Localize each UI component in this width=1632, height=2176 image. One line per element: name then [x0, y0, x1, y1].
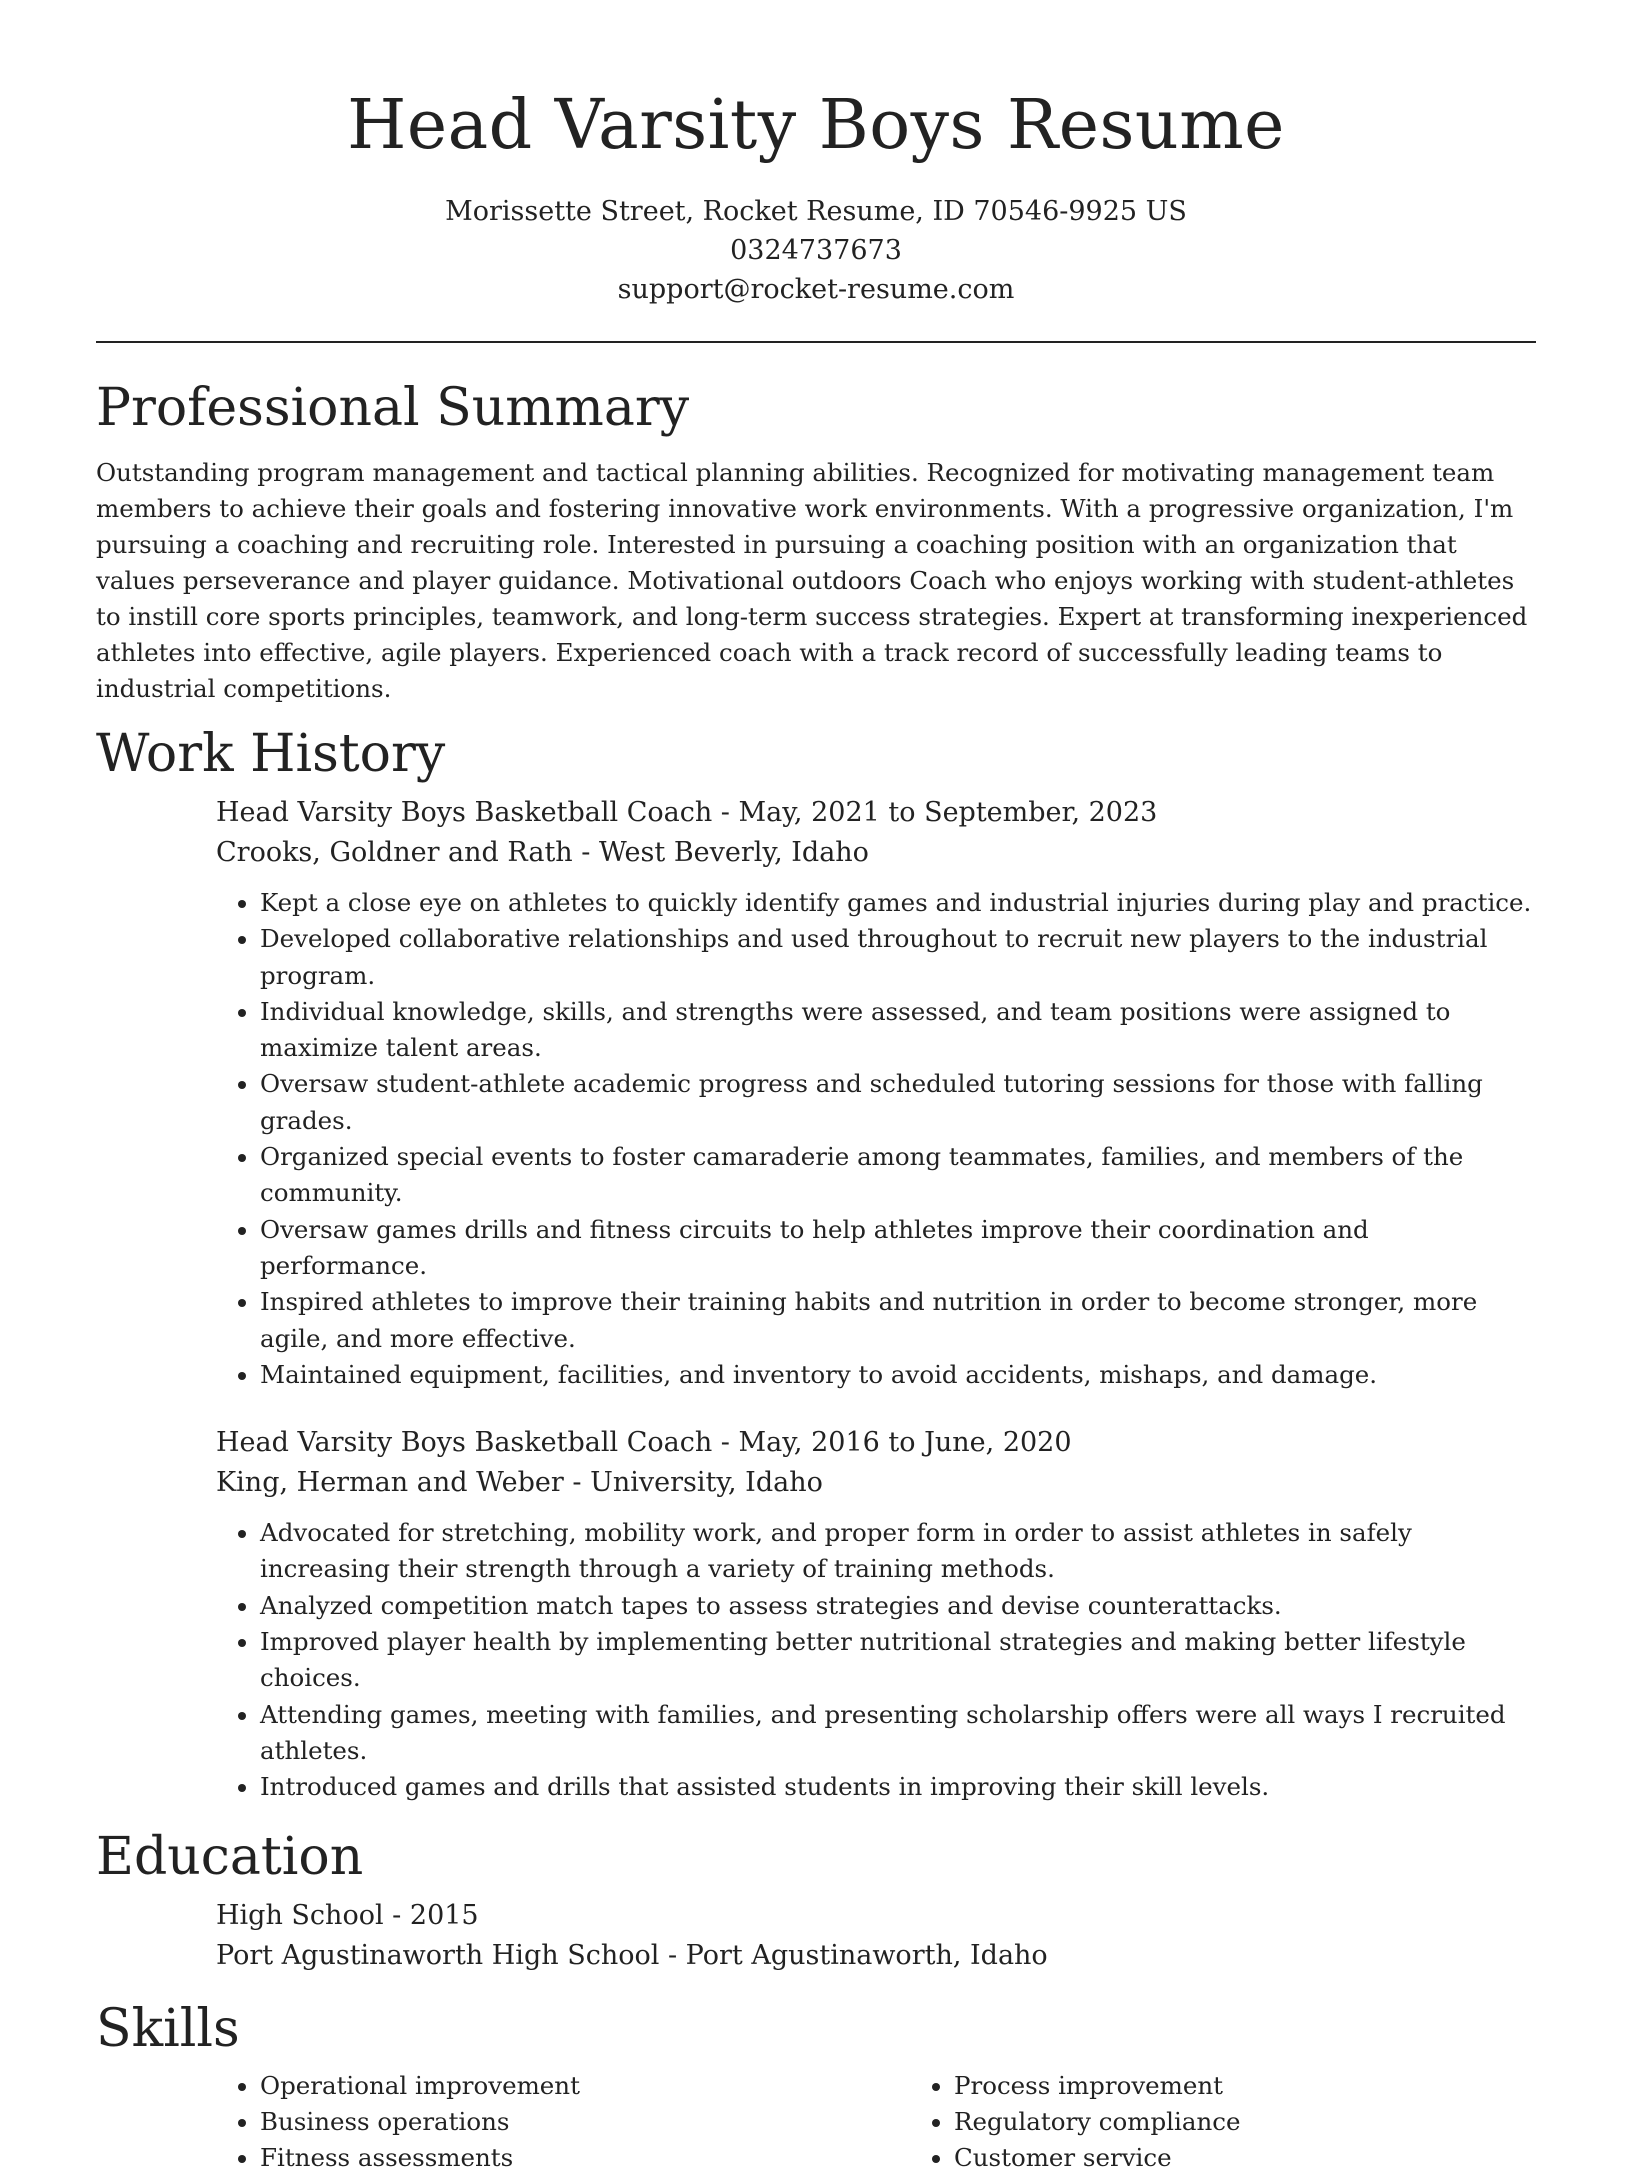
education-entry: [216, 1896, 1536, 1976]
job-bullets: [216, 885, 1536, 1393]
list-item: • Developed collaborative relationships and used throughout to recruit new players to the industrial program.: [260, 921, 1536, 994]
address: Morissette Street, Rocket Resume, ID 70546-9925 US: [445, 196, 1187, 227]
list-item: • Oversaw student-athlete academic progress and scheduled tutoring sessions for those with falling grades.: [260, 1066, 1536, 1139]
company-name: Crooks, Goldner and Rath: [216, 837, 573, 868]
list-item: • Attending games, meeting with families, and presenting scholarship offers were all ways I recruited athletes.: [260, 1697, 1536, 1770]
job-title: Head Varsity Boys Basketball Coach: [216, 797, 713, 828]
job-location: University, Idaho: [590, 1467, 823, 1499]
skill-item: • Fitness assessments: [260, 2140, 910, 2176]
job-company-line: King, Herman and Weber - University, Idaho: [216, 1467, 823, 1499]
phone: 0324737673: [730, 235, 902, 266]
skill-item: • Business operations: [260, 2104, 910, 2140]
summary-heading: Professional Summary: [96, 378, 690, 438]
skill-item: • Regulatory compliance: [954, 2104, 1604, 2140]
school-name: Port Agustinaworth High School: [216, 1939, 660, 1971]
list-item: • Improved player health by implementing better nutritional strategies and making better lifestyle choices.: [260, 1624, 1536, 1697]
list-item: • Maintained equipment, facilities, and inventory to avoid accidents, mishaps, and damage.: [260, 1357, 1536, 1393]
school-location: Port Agustinaworth, Idaho: [685, 1939, 1048, 1971]
resume-name: Head Varsity Boys Resume: [347, 86, 1285, 165]
work-history-heading: Work History: [96, 724, 446, 784]
job-title-line: Head Varsity Boys Basketball Coach - May, 2021 to September, 2023: [216, 797, 1158, 828]
company-name: King, Herman and Weber: [216, 1467, 564, 1499]
degree-line: High School - 2015: [216, 1899, 479, 1931]
job-dates: May, 2016 to June, 2020: [738, 1427, 1072, 1459]
list-item: • Advocated for stretching, mobility work, and proper form in order to assist athletes in safely increasing their strength through a variety of training methods.: [260, 1515, 1536, 1588]
skill-item: • Process improvement: [954, 2068, 1604, 2104]
job-title-line: Head Varsity Boys Basketball Coach - May, 2016 to June, 2020: [216, 1427, 1072, 1459]
list-item: • Individual knowledge, skills, and strengths were assessed, and team positions were assigned to maximize talent areas.: [260, 994, 1536, 1067]
email: support@rocket-resume.com: [617, 274, 1015, 305]
skills-list-left: [216, 2068, 910, 2176]
list-item: • Oversaw games drills and fitness circuits to help athletes improve their coordination and performance.: [260, 1212, 1536, 1285]
degree: High School: [216, 1899, 384, 1931]
job-bullets: [216, 1515, 1536, 1805]
skills-columns: [216, 2068, 1536, 2176]
job-entry: [216, 1423, 1536, 1805]
job-dates: May, 2021 to September, 2023: [738, 797, 1158, 828]
skills-heading: Skills: [96, 1998, 240, 2059]
contact-block: [96, 192, 1536, 309]
job-company-line: Crooks, Goldner and Rath - West Beverly, Idaho: [216, 837, 869, 868]
header-divider: [96, 341, 1536, 343]
list-item: • Analyzed competition match tapes to assess strategies and devise counterattacks.: [260, 1588, 1536, 1624]
job-entry: [216, 793, 1536, 1393]
graduation-year: 2015: [409, 1899, 479, 1931]
job-location: West Beverly, Idaho: [599, 837, 869, 868]
education-heading: Education: [96, 1826, 364, 1887]
school-line: Port Agustinaworth High School - Port Agustinaworth, Idaho: [216, 1939, 1048, 1971]
skill-item: • Operational improvement: [260, 2068, 910, 2104]
list-item: • Inspired athletes to improve their training habits and nutrition in order to become stronger, more agile, and more effective.: [260, 1284, 1536, 1357]
summary-text: Outstanding program management and tactical planning abilities. Recognized for motivating management team members to achieve their goals and fostering innovative work environments. With a progressive organization, I'm pursuing a coaching and recruiting role. Interested in pursuing a coaching position with an organization that values perseverance and player guidance. Motivational outdoors Coach who enjoys working with student-athletes to instill core sports principles, teamwork, and long-term success strategies. Expert at transforming inexperienced athletes into effective, agile players. Experienced coach with a track record of successfully leading teams to industrial competitions.: [96, 458, 1528, 703]
list-item: • Organized special events to foster camaraderie among teammates, families, and members of the community.: [260, 1139, 1536, 1212]
job-title: Head Varsity Boys Basketball Coach: [216, 1427, 713, 1459]
skills-list-right: [910, 2068, 1604, 2176]
list-item: • Introduced games and drills that assisted students in improving their skill levels.: [260, 1769, 1536, 1805]
skill-item: • Customer service: [954, 2140, 1604, 2176]
list-item: • Kept a close eye on athletes to quickly identify games and industrial injuries during play and practice.: [260, 885, 1536, 921]
